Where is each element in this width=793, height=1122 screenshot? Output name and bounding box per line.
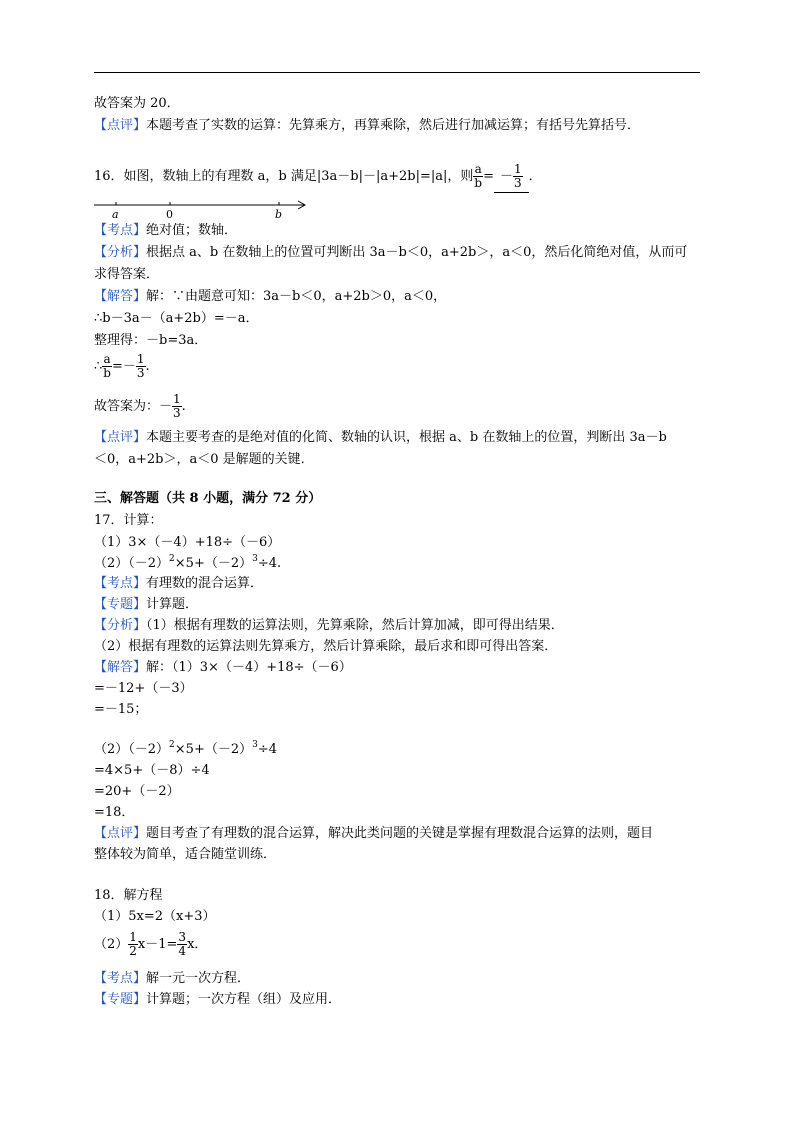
q2-part-a: （2） bbox=[94, 937, 129, 952]
frac-den: 3 bbox=[136, 366, 145, 380]
fenxi-text: 根据点 a、b 在数轴上的位置可判断出 3a－b＜0，a+2b＞，a＜0，然后化简绝对值，从而可 bbox=[146, 245, 688, 260]
frac-num: 1 bbox=[173, 392, 181, 406]
p17-step4: =20+（－2） bbox=[94, 784, 180, 799]
answer-blank bbox=[494, 162, 529, 193]
kaodian-text: 解一元一次方程． bbox=[146, 971, 251, 986]
tag-kaodian: 【考点】 bbox=[94, 576, 147, 591]
p18-zhuanti bbox=[94, 991, 341, 1009]
p17-step3: =4×5+（－8）÷4 bbox=[94, 763, 210, 778]
frac-num: 1 bbox=[136, 352, 145, 366]
eq-neg: =－ bbox=[111, 359, 136, 374]
p17-step1: =－12+（－3） bbox=[94, 681, 193, 696]
tag-kaodian: 【考点】 bbox=[94, 223, 147, 238]
equals-sign: = bbox=[483, 169, 494, 184]
tag-kaodian: 【考点】 bbox=[94, 971, 147, 986]
fraction-a-over-b bbox=[102, 353, 112, 380]
frac-num: a bbox=[103, 352, 111, 366]
p17-r2 bbox=[94, 741, 277, 760]
p17-step5: =18． bbox=[94, 805, 135, 820]
frac-den: b bbox=[103, 366, 111, 380]
answer-prefix: 故答案为：－ bbox=[94, 399, 173, 414]
jieda-text: 解：∵由题意可知：3a－b＜0，a+2b＞0，a＜0， bbox=[146, 289, 447, 304]
frac-num: 1 bbox=[129, 930, 137, 944]
p16-line2: ∴b－3a－（a+2b）=－a． bbox=[94, 311, 259, 326]
p18-kaodian bbox=[94, 970, 250, 988]
p15-comment-text: 本题考查了实数的运算：先算乘方，再算乘除，然后进行加减运算；有括号先算括号． bbox=[146, 118, 641, 133]
frac-num: 3 bbox=[178, 930, 187, 944]
axis-label-a: a bbox=[112, 208, 119, 221]
exponent: 2 bbox=[169, 740, 175, 750]
fraction-three-quarters bbox=[177, 931, 187, 958]
tag-jieda: 【解答】 bbox=[94, 660, 147, 675]
comment-text: 本题主要考查的是绝对值的化简、数轴的认识，根据 a、b 在数轴上的位置，判断出 3a－b bbox=[146, 430, 667, 445]
fraction-one-third bbox=[172, 393, 182, 420]
kaodian-text: 绝对值；数轴． bbox=[146, 223, 238, 238]
p17-step2: =－15； bbox=[94, 702, 148, 717]
fraction-one-half bbox=[128, 931, 138, 958]
axis-label-b: b bbox=[275, 208, 283, 221]
p17-stem: 17．计算： bbox=[94, 513, 163, 528]
q2-part-a: （2）（－2） bbox=[94, 556, 170, 571]
r2-part-c: ÷4 bbox=[257, 742, 278, 757]
jieda-text: 解：（1）3×（－4）+18÷（－6） bbox=[146, 660, 352, 675]
p16-line3: 整理得：－b=3a． bbox=[94, 333, 208, 348]
p18-q1: （1）5x=2（x+3） bbox=[94, 909, 216, 924]
p16-comment-2: ＜0，a+2b＞，a＜0 是解题的关键． bbox=[94, 452, 314, 467]
tag-zhuanti: 【专题】 bbox=[94, 992, 147, 1007]
p15-answer: 故答案为 20． bbox=[94, 96, 180, 111]
frac-den: b bbox=[474, 176, 483, 190]
zhuanti-text: 计算题；一次方程（组）及应用． bbox=[146, 992, 342, 1007]
neg-sign: － bbox=[499, 169, 513, 184]
p16-jieda bbox=[94, 288, 446, 306]
tag-zhuanti: 【专题】 bbox=[94, 597, 147, 612]
q2-part-b: ×5+（－2） bbox=[174, 556, 253, 571]
tag-jieda: 【解答】 bbox=[94, 289, 147, 304]
p17-zhuanti bbox=[94, 596, 198, 614]
p16-stem bbox=[94, 162, 542, 193]
tag-dianping: 【点评】 bbox=[94, 430, 147, 445]
p16-fenxi-2: 求得答案． bbox=[94, 267, 160, 282]
frac-den: 4 bbox=[178, 944, 187, 958]
frac-den: 2 bbox=[129, 944, 137, 958]
p17-fenxi-1 bbox=[94, 617, 564, 635]
tag-dianping: 【点评】 bbox=[94, 826, 147, 841]
q2-part-b: x－1= bbox=[137, 937, 178, 952]
fraction-one-third bbox=[513, 163, 523, 190]
frac-num: a bbox=[474, 162, 482, 176]
p17-jieda bbox=[94, 659, 352, 677]
r2-part-b: ×5+（－2） bbox=[174, 742, 253, 757]
period: ． bbox=[528, 169, 542, 184]
therefore-symbol: ∴ bbox=[94, 359, 103, 374]
fraction-a-over-b bbox=[473, 163, 483, 190]
q2-part-c: x． bbox=[187, 937, 208, 952]
fraction-one-third bbox=[136, 353, 146, 380]
header-rule bbox=[94, 72, 700, 73]
p16-kaodian bbox=[94, 222, 237, 240]
period: . bbox=[145, 359, 150, 374]
axis-label-0: 0 bbox=[166, 208, 173, 221]
p18-stem: 18．解方程 bbox=[94, 888, 163, 903]
section-title: 三、解答题（共 8 小题，满分 72 分） bbox=[94, 491, 322, 506]
tag-fenxi: 【分析】 bbox=[94, 618, 147, 633]
p17-kaodian bbox=[94, 575, 263, 593]
kaodian-text: 有理数的混合运算． bbox=[146, 576, 264, 591]
fenxi-text: （1）根据有理数的运算法则，先算乘除，然后计算加减，即可得出结果． bbox=[146, 618, 564, 633]
p16-stem-text: 16．如图，数轴上的有理数 a，b 满足|3a－b|－|a+2b|=|a|，则 bbox=[94, 169, 474, 184]
p16-answer bbox=[94, 392, 186, 422]
p17-comment-2: 整体较为简单，适合随堂训练． bbox=[94, 847, 277, 862]
p17-comment-1 bbox=[94, 825, 653, 843]
q2-part-c: ÷4. bbox=[257, 556, 282, 571]
period: . bbox=[181, 399, 186, 414]
number-line-figure bbox=[94, 198, 314, 222]
comment-text: 题目考查了有理数的混合运算，解决此类问题的关键是掌握有理数混合运算的法则，题目 bbox=[146, 826, 654, 841]
p18-q2 bbox=[94, 928, 207, 962]
exponent: 3 bbox=[252, 740, 258, 750]
p17-fenxi-2: （2）根据有理数的运算法则先算乘方，然后计算乘除，最后求和即可得出答案． bbox=[94, 639, 558, 654]
tag-fenxi: 【分析】 bbox=[94, 245, 147, 260]
tag-dianping: 【点评】 bbox=[94, 118, 147, 133]
r2-part-a: （2）（－2） bbox=[94, 742, 170, 757]
p17-q2 bbox=[94, 555, 281, 574]
p16-fenxi-1 bbox=[94, 244, 687, 262]
exponent: 3 bbox=[252, 554, 258, 564]
exponent: 2 bbox=[169, 554, 175, 564]
p16-line4 bbox=[94, 352, 150, 382]
frac-den: 3 bbox=[514, 176, 522, 190]
frac-num: 1 bbox=[514, 162, 522, 176]
p17-q1: （1）3×（－4）+18÷（－6） bbox=[94, 535, 281, 550]
zhuanti-text: 计算题． bbox=[146, 597, 199, 612]
p15-comment bbox=[94, 117, 640, 135]
p16-comment-1 bbox=[94, 429, 667, 447]
frac-den: 3 bbox=[173, 406, 181, 420]
